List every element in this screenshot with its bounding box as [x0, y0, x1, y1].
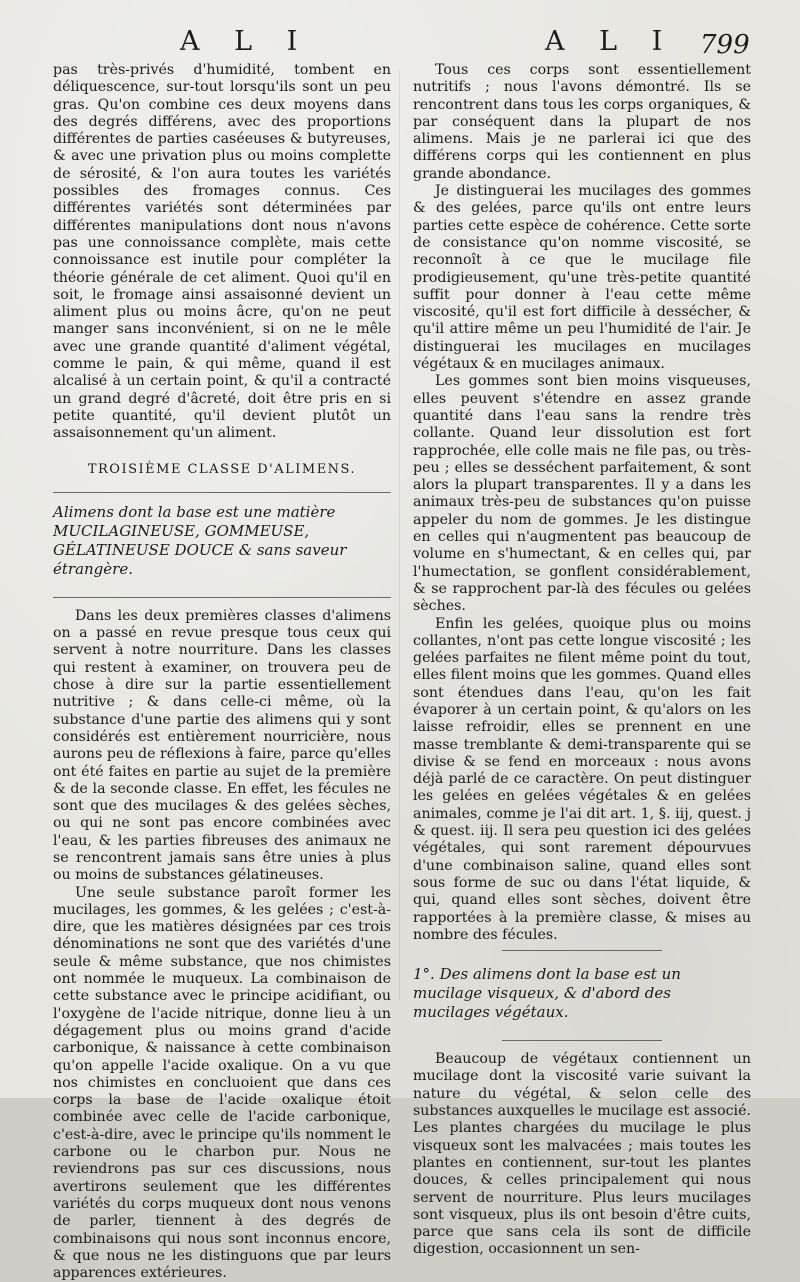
right-column: [413, 62, 751, 1259]
page-number: 799: [700, 30, 750, 60]
section-title: TROISIÈME CLASSE D'ALIMENS.: [87, 461, 357, 477]
divider: [53, 492, 391, 493]
divider: [502, 950, 662, 951]
paragraph: Beaucoup de végétaux contiennent un mucilage dont la viscosité varie suivant la nature du végétal, & selon celle des substances auxquelles le mucilage est associé. Les plantes chargées du mucilage le plus visqueux sont les malvacées ; mais toutes les plantes en contiennent, sur-tout les plantes douces, & celles principalement qui nous servent de nourriture. Plus leurs mucilages sont visqueux, plus ils ont besoin d'être cuits, parce que sans cela ils sont de difficile digestion, occasionnent un sen-: [413, 1051, 751, 1258]
right-running-title: A L I: [545, 26, 676, 57]
paragraph: Une seule substance paroît former les mucilages, les gommes, & les gelées ; c'est-à-dire, que les matières désignées par ces trois dénominations ne sont que des variétés d'une seule & même substance, que nos chimistes ont nommée le muqueux. La combinaison de cette substance avec le principe acidifiant, ou l'oxygène de l'acide nitrique, donne lieu à un dégagement plus ou moins grand d'acide carbonique, & naissance à cette combinaison qu'on appelle l'acide oxalique. On a vu que nos chimistes en concluoient que dans ces corps la base de l'acide oxalique étoit combinée avec celle de l'acide carbonique, c'est-à-dire, avec le principe qu'ils nomment le carbone ou le charbon pur. Nous ne reviendrons pas sur ces discussions, nous avertirons seulement que les différentes variétés du corps muqueux dont nous venons de parler, tiennent à des degrés de combinaisons qui nous sont inconnus encore, & que nous ne les distinguons que par leurs apparences extérieures.: [53, 884, 391, 1282]
left-running-title: A L I: [180, 26, 311, 57]
divider: [502, 1040, 662, 1041]
paragraph: pas très-privés d'humidité, tombent en déliquescence, sur-tout lorsqu'ils sont un peu gras. Qu'on combine ces deux moyens dans des degrés différens, avec des proportions différentes de parties caséeuses & butyreuses, & avec une privation plus ou moins complette de sérosité, & l'on aura toutes les variétés possibles des fromages connus. Ces différentes variétés sont déterminées par différentes manipulations dont nous n'avons pas une connoissance complète, mais cette connoissance est inutile pour compléter la théorie générale de cet aliment. Quoi qu'il en soit, le fromage ainsi assaisonné devient un aliment plus ou moins âcre, qu'on ne peut manger sans inconvénient, si on ne le mêle avec une grande quantité d'aliment végétal, comme le pain, & qui même, quand il est alcalisé à un certain point, & qu'il a contracté un grand degré d'âcreté, doit être pris en si petite quantité, qu'il devient plutôt un assaisonnement qu'un aliment.: [53, 62, 391, 442]
running-header: [0, 26, 800, 62]
article-subtitle: 1°. Des alimens dont la base est un mucilage visqueux, & d'abord des mucilages végétaux.: [413, 965, 681, 1022]
paragraph: Enfin les gelées, quoique plus ou moins collantes, n'ont pas cette longue viscosité ; les gelées parfaites ne filent même point du tout, elles filent moins que les gommes. Quand elles sont étendues dans l'eau, qu'on les fait évaporer à un certain point, & qu'alors on les laisse refroidir, elles se prennent en une masse tremblante & demi-transparente qui se divise & se fend en morceaux : nous avons déjà parlé de ce caractère. On peut distinguer les gelées en gelées végétales & en gelées animales, comme je l'ai dit art. 1, §. iij, quest. j & quest. iij. Il sera peu question ici des gelées végétales, qui sont rarement dépourvues d'une combinaison saline, quand elles sont sous forme de suc ou dans l'état liquide, & qui, quand elles sont sèches, doivent être rapportées à la première classe, & mises au nombre des fécules.: [413, 615, 751, 943]
section-subtitle: Alimens dont la base est une matière MUCILAGINEUSE, GOMMEUSE, GÉLATINEUSE DOUCE & sans saveur étrangère.: [53, 502, 347, 578]
divider: [53, 597, 391, 598]
column-gutter: [399, 70, 400, 1000]
paragraph: Dans les deux premières classes d'alimens on a passé en revue presque tous ceux qui servent à notre nourriture. Dans les classes qui restent à examiner, on trouvera peu de chose à dire sur la partie essentiellement nutritive ; & dans celle-ci même, où la substance d'une partie des alimens qui y sont considérés est entièrement nourricière, nous aurons peu de réflexions à faire, parce qu'elles ont été faites en partie au sujet de la première & de la seconde classe. En effet, les fécules ne sont que des mucilages & des gelées sèches, ou qui ne sont pas encore combinées avec l'eau, & les parties fibreuses des animaux ne se rencontrent jamais sans être unies à plus ou moins de substances gélatineuses.: [53, 607, 391, 884]
left-column: [53, 62, 391, 1282]
paragraph: Tous ces corps sont essentiellement nutritifs ; nous l'avons démontré. Ils se rencontrent dans tous les corps organiques, & par conséquent dans la plupart de nos alimens. Mais je ne parlerai ici que des différens corps qui les contiennent en plus grande abondance.: [413, 62, 751, 182]
paragraph: Je distinguerai les mucilages des gommes & des gelées, parce qu'ils ont entre leurs parties cette espèce de cohérence. Cette sorte de consistance qu'on nomme viscosité, se reconnoît à ce que le mucilage file prodigieusement, qu'une très-petite quantité suffit pour donner à l'eau cette même viscosité, qu'il est fort difficile à dessécher, & qu'il attire même un peu l'humidité de l'air. Je distinguerai les mucilages en mucilages végétaux & en mucilages animaux.: [413, 183, 751, 373]
paragraph: Les gommes sont bien moins visqueuses, elles peuvent s'étendre en assez grande quantité dans l'eau sans la rendre très collante. Quand leur dissolution est fort rapprochée, elle colle mais ne file pas, ou très-peu ; elles se desséchent parfaitement, & sont alors la plupart transparentes. Il y a dans les animaux très-peu de substances qu'on puisse appeler du nom de gommes. Je les distingue en celles qui n'augmentent pas beaucoup de volume en s'humectant, & en celles qui, par l'humectation, se gonflent considérablement, & se rapprochent par-là des fécules ou gelées sèches.: [413, 373, 751, 615]
